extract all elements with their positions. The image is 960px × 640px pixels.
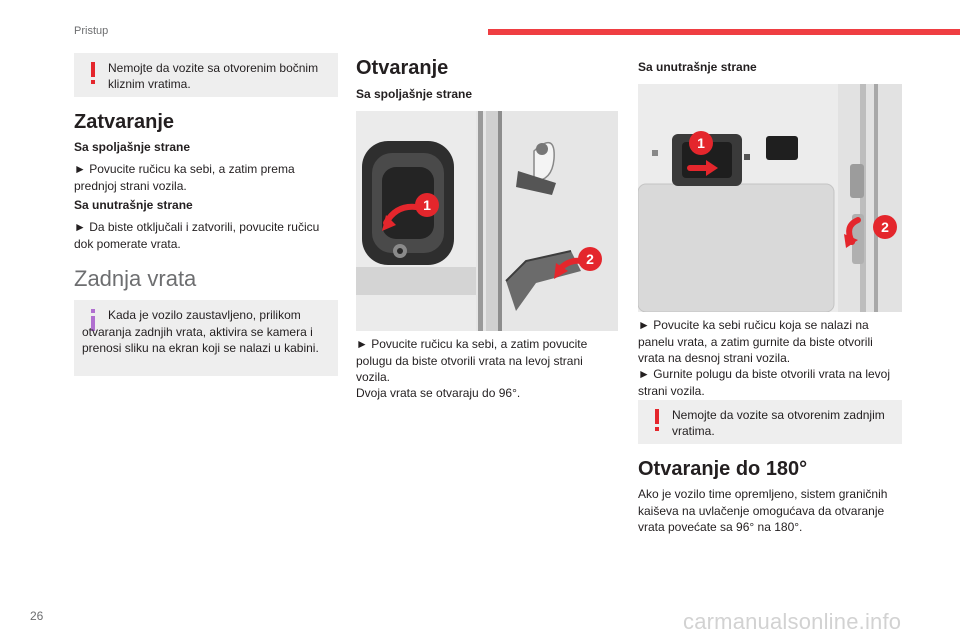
opening-outside-subheading: Sa spoljašnje strane [356,87,473,101]
rear-doors-heading: Zadnja vrata [74,266,197,291]
callout-circle-1: 1 [689,131,713,155]
info-text: Kada je vozilo zaustavljeno, prilikom otvaranja zadnjih vrata, aktivira se kamera i prenosi sliku na ekran koji se nalazi u kabini. [82,308,319,355]
open-180-heading: Otvaranje do 180° [638,458,808,480]
closing-inside-subheading: Sa unutrašnje strane [74,198,193,212]
exterior-handle-drawing [356,111,618,331]
info-note-camera [74,300,338,376]
callout-circle-2: 2 [873,215,897,239]
closing-heading: Zatvaranje [74,111,175,133]
closing-outside-subheading: Sa spoljašnje strane [74,140,191,154]
page-number: 26 [30,609,44,623]
interior-handle-illustration [638,84,902,312]
opening-outside-text: ► Povucite ručicu ka sebi, a zatim povucite polugu da biste otvorili vrata na levoj strani vozila. [356,337,588,384]
watermark: carmanualsonline.info [683,609,902,634]
warning-text: Nemojte da vozite sa otvorenim zadnjim vratima. [672,408,885,438]
open-180-text: Ako je vozilo time opremljeno, sistem graničnih kaiševa na uvlačenje omogućava da otvaranje vrata povećate sa 96° na 180°. [638,487,888,534]
warning-note-sliding-doors [74,53,338,97]
warning-text: Nemojte da vozite sa otvorenim bočnim kliznim vratima. [108,61,319,91]
header-accent-bar [488,29,960,35]
opening-inside-text-1: ► Povucite ka sebi ručicu koja se nalazi na panelu vrata, a zatim gurnite da biste otvorili vrata na desnoj strani vozila. [638,318,873,365]
opening-angle-text: Dvoja vrata se otvaraju do 96°. [356,386,521,400]
exterior-handle-illustration [356,111,618,331]
callout-circle-2: 2 [578,247,602,271]
header-section-title: Pristup [74,25,109,37]
warning-exclamation-icon [650,408,664,432]
warning-exclamation-icon [86,61,100,85]
interior-handle-drawing [638,84,902,312]
closing-outside-text: ► Povucite ručicu ka sebi, a zatim prema prednjoj strani vozila. [74,162,295,193]
opening-inside-subheading: Sa unutrašnje strane [638,60,757,74]
opening-inside-text-2: ► Gurnite polugu da biste otvorili vrata na levoj strani vozila. [638,367,891,398]
closing-inside-text: ► Da biste otključali i zatvorili, povucite ručicu dok pomerate vrata. [74,220,320,251]
warning-note-rear-doors [638,400,902,444]
callout-circle-1: 1 [415,193,439,217]
opening-heading: Otvaranje [356,57,449,79]
